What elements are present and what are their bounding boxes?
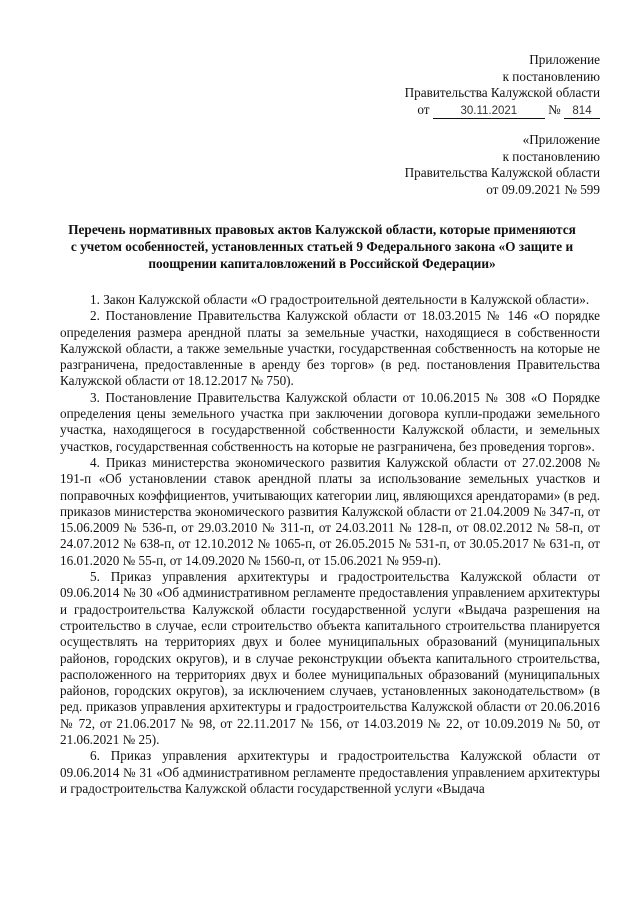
date-prefix: от: [417, 101, 430, 117]
title-line: поощрении капиталовложений в Российской Федерации»: [148, 255, 496, 271]
appendix-line: Правительства Калужской области: [404, 165, 600, 180]
appendix-line: «Приложение: [522, 132, 600, 147]
list-item: 5. Приказ управления архитектуры и градостроительства Калужской области от 09.06.2014 № 30 «Об административном регламенте предоставления управлением архитектуры и градостроительства Калужской области государственной услуги «Выдача разрешения на строительство в случае, если строительство объекта капитального строительства планируется осуществлять на территориях двух и более муниципальных образований (муниципальных районов, городских округов), и в случае реконструкции объекта капитального строительства, расположенного на территориях двух и более муниципальных образований (муниципальных районов, городских округов), за исключением случаев, установленных законодательством» (в ред. приказов управления архитектуры и градостроительства Калужской области от 20.06.2016 № 72, от 21.06.2017 № 98, от 22.11.2017 № 156, от 14.03.2019 № 22, от 10.09.2019 № 50, от 21.06.2021 № 25).: [60, 569, 600, 748]
appendix-date-line: [240, 102, 600, 119]
list-item: 1. Закон Калужской области «О градостроительной деятельности в Калужской области».: [90, 292, 590, 307]
appendix-line: к постановлению: [502, 148, 600, 164]
list-item: 4. Приказ министерства экономического развития Калужской области от 27.02.2008 № 191-п «Об установлении ставок арендной платы за использование земельных участков и поправочных коэффициентов, учитывающих категории лиц, являющихся арендаторами» (в ред. приказов министерства экономического развития Калужской области от 21.04.2009 № 347-п, от 15.06.2009 № 536-п, от 29.03.2010 № 311-п, от 24.03.2011 № 128-п, от 08.02.2012 № 58-п, от 24.07.2012 № 638-п, от 12.10.2012 № 1065-п, от 26.05.2015 № 531-п, от 30.05.2017 № 631-п, от 16.01.2020 № 55-п, от 14.09.2020 № 1560-п, от 15.06.2021 № 959-п).: [60, 454, 600, 568]
document-body: [60, 292, 600, 797]
list-item: 6. Приказ управления архитектуры и градостроительства Калужской области от 09.06.2014 № 31 «Об административном регламенте предоставления управлением архитектуры и градостроительства Калужской области государственной услуги «Выдача: [60, 748, 600, 796]
list-item: 3. Постановление Правительства Калужской области от 10.06.2015 № 308 «О Порядке определения цены земельного участка при заключении договора купли-продажи земельного участка, находящегося в государственной собственности Калужской области, и земельных участков, государственная собственность на которые не разграничена, без проведения торгов».: [60, 389, 600, 454]
title-line: с учетом особенностей, установленных статьей 9 Федерального закона «О защите и: [70, 238, 574, 254]
list-item: 2. Постановление Правительства Калужской области от 18.03.2015 № 146 «О порядке определения размера арендной платы за земельные участки, находящиеся в собственности Калужской области, а также земельные участки, государственная собственность на которые не разграничена, предоставленные в аренду без торгов» (в ред. постановления Правительства Калужской области от 18.12.2017 № 750).: [60, 308, 600, 389]
title-line: Перечень нормативных правовых актов Калужской области, которые применяются: [68, 222, 576, 237]
handwritten-number: 814: [564, 104, 600, 119]
appendix-line: к постановлению: [502, 68, 600, 84]
number-label: №: [548, 101, 561, 117]
appendix-header: [240, 52, 600, 119]
appendix-line: Правительства Калужской области: [404, 85, 600, 100]
appendix-line: от 09.09.2021 № 599: [486, 181, 600, 197]
appendix-line: Приложение: [529, 52, 600, 67]
handwritten-date: 30.11.2021: [433, 104, 545, 119]
document-title: [44, 222, 600, 272]
previous-appendix-header: [240, 132, 600, 198]
